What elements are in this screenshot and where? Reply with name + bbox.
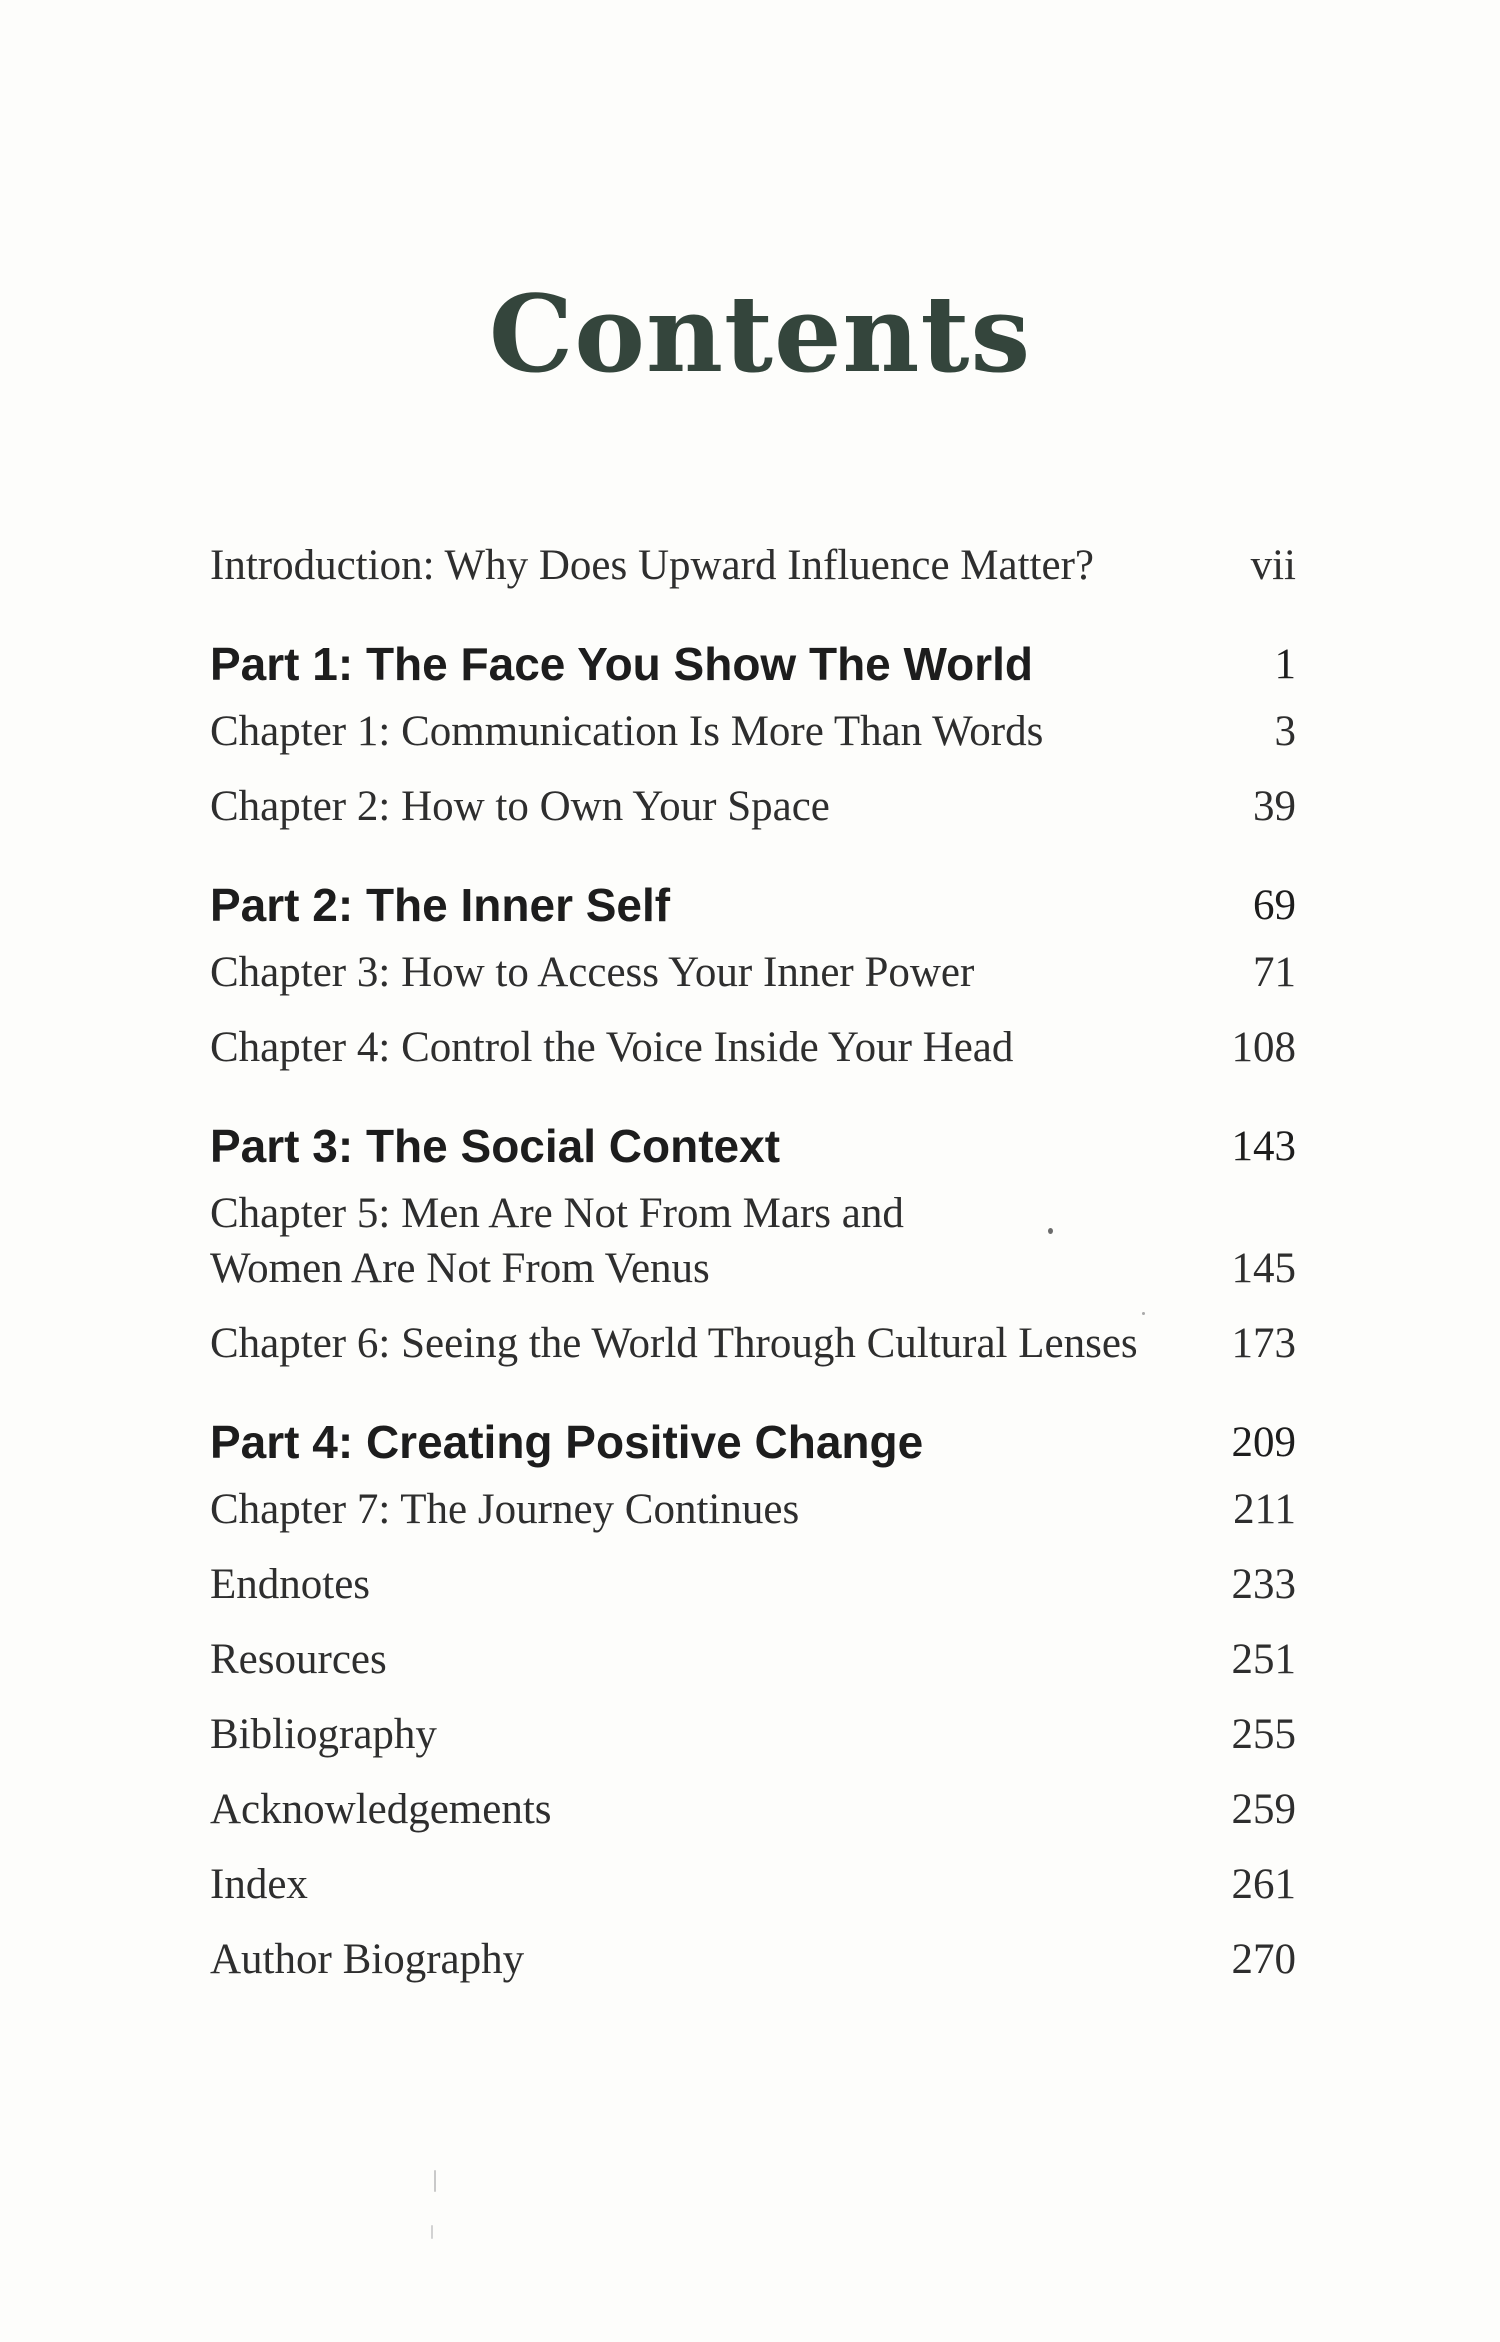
toc-entry-label: Acknowledgements bbox=[210, 1786, 552, 1833]
toc-entry-label: Author Biography bbox=[210, 1936, 525, 1983]
toc-chapter-label: Chapter 7: The Journey Continues bbox=[210, 1486, 800, 1533]
toc-part-1[interactable] bbox=[210, 637, 1296, 692]
toc-chapter-6[interactable] bbox=[210, 1316, 1296, 1371]
toc-chapter-label: Chapter 3: How to Access Your Inner Power bbox=[210, 949, 975, 996]
toc-entry-introduction[interactable] bbox=[210, 538, 1296, 593]
toc-chapter-label bbox=[210, 1186, 1176, 1296]
toc-part-3[interactable] bbox=[210, 1119, 1296, 1174]
toc-entry-label: Bibliography bbox=[210, 1711, 437, 1758]
toc-part-label: Part 2: The Inner Self bbox=[210, 879, 671, 931]
toc-chapter-page: 173 bbox=[1231, 1320, 1296, 1367]
toc-entry-label: Resources bbox=[210, 1636, 387, 1683]
toc-entry-page: 251 bbox=[1231, 1636, 1296, 1683]
toc-chapter-label: Chapter 6: Seeing the World Through Cultural Lenses bbox=[210, 1320, 1138, 1367]
toc-chapter-5[interactable] bbox=[210, 1186, 1296, 1296]
toc-entry-resources[interactable] bbox=[210, 1632, 1296, 1687]
scan-speck bbox=[1142, 1312, 1145, 1315]
toc-chapter-1[interactable] bbox=[210, 704, 1296, 759]
toc-entry-label: Endnotes bbox=[210, 1561, 371, 1608]
table-of-contents bbox=[210, 538, 1296, 2007]
toc-entry-bibliography[interactable] bbox=[210, 1707, 1296, 1762]
toc-entry-label: Introduction: Why Does Upward Influence Matter? bbox=[210, 542, 1094, 589]
toc-chapter-2[interactable] bbox=[210, 779, 1296, 834]
toc-part-label: Part 1: The Face You Show The World bbox=[210, 638, 1034, 690]
toc-entry-page: 270 bbox=[1231, 1936, 1296, 1983]
toc-part-page: 143 bbox=[1231, 1123, 1296, 1170]
toc-chapter-7[interactable] bbox=[210, 1482, 1296, 1537]
toc-chapter-label-line-2: Women Are Not From Venus bbox=[210, 1245, 710, 1292]
page-title: Contents bbox=[488, 271, 1032, 397]
toc-entry-page: vii bbox=[1250, 542, 1296, 589]
toc-entry-page: 233 bbox=[1231, 1561, 1296, 1608]
toc-chapter-label: Chapter 2: How to Own Your Space bbox=[210, 783, 830, 830]
scan-speck bbox=[431, 2225, 433, 2239]
toc-entry-author-biography[interactable] bbox=[210, 1932, 1296, 1987]
scan-speck bbox=[1048, 1228, 1053, 1234]
toc-entry-page: 259 bbox=[1231, 1786, 1296, 1833]
toc-part-page: 209 bbox=[1231, 1419, 1296, 1466]
toc-chapter-3[interactable] bbox=[210, 945, 1296, 1000]
toc-part-4[interactable] bbox=[210, 1415, 1296, 1470]
toc-part-2[interactable] bbox=[210, 878, 1296, 933]
scan-speck bbox=[434, 2170, 436, 2192]
toc-chapter-page: 39 bbox=[1253, 783, 1296, 830]
toc-entry-endnotes[interactable] bbox=[210, 1557, 1296, 1612]
toc-part-page: 69 bbox=[1253, 882, 1296, 929]
toc-chapter-page: 108 bbox=[1231, 1024, 1296, 1071]
toc-chapter-label: Chapter 1: Communication Is More Than Words bbox=[210, 708, 1044, 755]
toc-part-label: Part 4: Creating Positive Change bbox=[210, 1416, 924, 1468]
toc-chapter-page: 71 bbox=[1253, 949, 1296, 996]
toc-chapter-page: 3 bbox=[1274, 708, 1296, 755]
toc-chapter-4[interactable] bbox=[210, 1020, 1296, 1075]
toc-chapter-page: 211 bbox=[1233, 1486, 1296, 1533]
toc-part-label: Part 3: The Social Context bbox=[210, 1120, 781, 1172]
toc-entry-page: 261 bbox=[1231, 1861, 1296, 1908]
toc-chapter-label: Chapter 4: Control the Voice Inside Your Head bbox=[210, 1024, 1014, 1071]
toc-chapter-page: 145 bbox=[1231, 1245, 1296, 1292]
toc-part-page: 1 bbox=[1274, 641, 1296, 688]
toc-entry-index[interactable] bbox=[210, 1857, 1296, 1912]
toc-entry-acknowledgements[interactable] bbox=[210, 1782, 1296, 1837]
toc-chapter-label-line-1: Chapter 5: Men Are Not From Mars and bbox=[210, 1190, 904, 1237]
toc-entry-label: Index bbox=[210, 1861, 308, 1908]
toc-entry-page: 255 bbox=[1231, 1711, 1296, 1758]
